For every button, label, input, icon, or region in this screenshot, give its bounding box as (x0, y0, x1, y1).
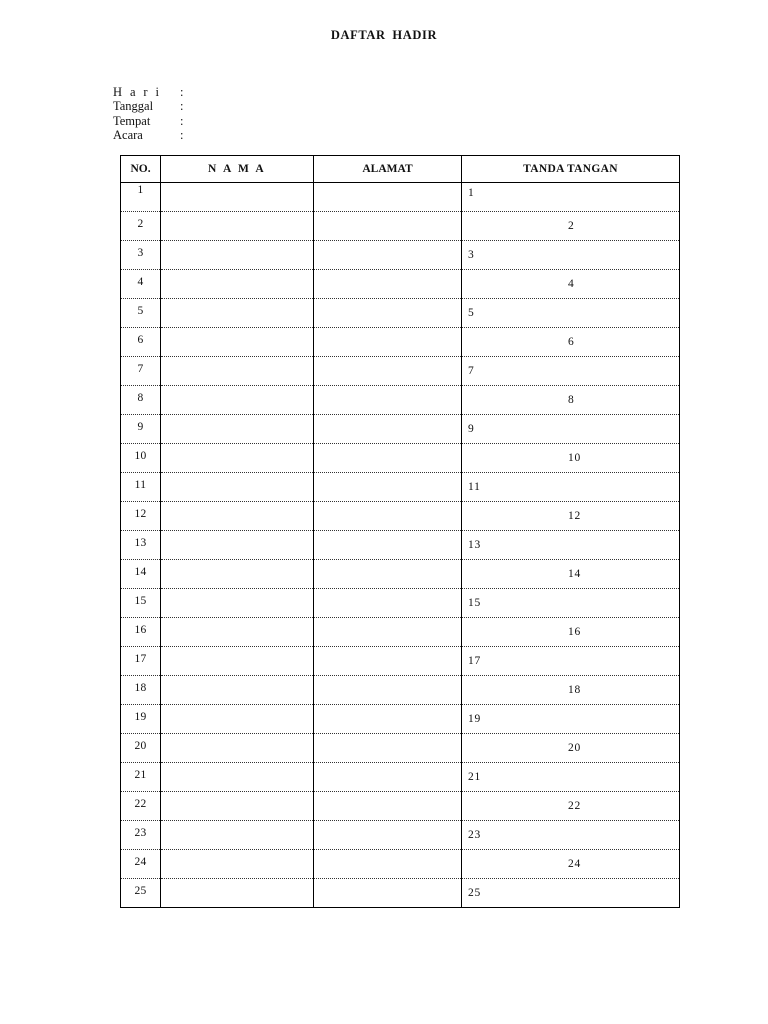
cell-alamat[interactable] (314, 386, 462, 415)
cell-alamat[interactable] (314, 821, 462, 850)
field-tanggal (113, 99, 310, 113)
row-number: 21 (134, 769, 147, 781)
cell-nama[interactable] (161, 386, 314, 415)
table-row (121, 270, 680, 299)
cell-tanda-tangan[interactable] (462, 734, 680, 763)
header-tanda-tangan: TANDA TANGAN (462, 156, 680, 183)
row-number: 5 (137, 305, 144, 317)
cell-tanda-tangan[interactable] (462, 676, 680, 705)
field-acara-label: Acara (113, 127, 143, 142)
cell-no (121, 560, 161, 589)
table-body (121, 183, 680, 908)
cell-tanda-tangan[interactable] (462, 560, 680, 589)
row-number: 6 (137, 334, 144, 346)
table-row (121, 705, 680, 734)
cell-tanda-tangan[interactable] (462, 879, 680, 908)
cell-alamat[interactable] (314, 879, 462, 908)
row-number: 13 (134, 537, 147, 549)
cell-alamat[interactable] (314, 647, 462, 676)
cell-no (121, 647, 161, 676)
field-hari-colon: : (180, 85, 184, 99)
field-tempat-label: Tempat (113, 113, 151, 128)
cell-alamat[interactable] (314, 241, 462, 270)
row-number: 20 (134, 740, 147, 752)
signature-number: 14 (568, 568, 582, 580)
signature-number: 2 (568, 220, 575, 232)
cell-nama[interactable] (161, 879, 314, 908)
row-number: 15 (134, 595, 147, 607)
table-row (121, 560, 680, 589)
row-number: 17 (134, 653, 147, 665)
cell-tanda-tangan[interactable] (462, 183, 680, 212)
table-row (121, 212, 680, 241)
cell-alamat[interactable] (314, 705, 462, 734)
cell-alamat[interactable] (314, 763, 462, 792)
cell-nama[interactable] (161, 415, 314, 444)
signature-number: 11 (468, 481, 481, 493)
signature-number: 6 (568, 336, 575, 348)
cell-tanda-tangan[interactable] (462, 444, 680, 473)
table-row (121, 821, 680, 850)
cell-alamat[interactable] (314, 734, 462, 763)
signature-number: 24 (568, 858, 582, 870)
cell-nama[interactable] (161, 502, 314, 531)
attendance-table (120, 155, 680, 908)
cell-no (121, 618, 161, 647)
cell-tanda-tangan[interactable] (462, 821, 680, 850)
signature-number: 22 (568, 800, 582, 812)
cell-no (121, 821, 161, 850)
table-row (121, 502, 680, 531)
cell-tanda-tangan[interactable] (462, 763, 680, 792)
row-number: 25 (134, 885, 147, 897)
cell-nama[interactable] (161, 734, 314, 763)
cell-alamat[interactable] (314, 589, 462, 618)
table-row (121, 183, 680, 212)
signature-number: 15 (468, 597, 482, 609)
table-row (121, 792, 680, 821)
cell-tanda-tangan[interactable] (462, 270, 680, 299)
cell-tanda-tangan[interactable] (462, 328, 680, 357)
signature-number: 3 (468, 249, 475, 261)
cell-no (121, 473, 161, 502)
field-hari (113, 85, 310, 99)
header-no: NO. (121, 156, 161, 183)
row-number: 23 (134, 827, 147, 839)
row-number: 1 (137, 184, 144, 196)
row-number: 11 (134, 479, 147, 491)
table-row (121, 415, 680, 444)
cell-tanda-tangan[interactable] (462, 502, 680, 531)
cell-alamat[interactable] (314, 415, 462, 444)
row-number: 9 (137, 421, 144, 433)
signature-number: 25 (468, 887, 482, 899)
table-row (121, 589, 680, 618)
signature-number: 1 (468, 187, 475, 199)
signature-number: 19 (468, 713, 482, 725)
field-acara (113, 128, 310, 142)
cell-nama[interactable] (161, 589, 314, 618)
cell-nama[interactable] (161, 705, 314, 734)
cell-alamat[interactable] (314, 299, 462, 328)
cell-nama[interactable] (161, 444, 314, 473)
signature-number: 12 (568, 510, 582, 522)
cell-no (121, 531, 161, 560)
signature-number: 7 (468, 365, 475, 377)
row-number: 8 (137, 392, 144, 404)
field-tempat (113, 114, 310, 128)
document-title: DAFTAR HADIR (330, 28, 438, 42)
table-row (121, 444, 680, 473)
cell-alamat[interactable] (314, 531, 462, 560)
cell-tanda-tangan[interactable] (462, 792, 680, 821)
cell-alamat[interactable] (314, 618, 462, 647)
cell-tanda-tangan[interactable] (462, 531, 680, 560)
header-alamat: ALAMAT (314, 156, 462, 183)
cell-nama[interactable] (161, 676, 314, 705)
signature-number: 18 (568, 684, 582, 696)
cell-no (121, 386, 161, 415)
signature-number: 17 (468, 655, 482, 667)
row-number: 14 (134, 566, 147, 578)
cell-alamat[interactable] (314, 270, 462, 299)
cell-nama[interactable] (161, 212, 314, 241)
cell-tanda-tangan[interactable] (462, 241, 680, 270)
cell-tanda-tangan[interactable] (462, 212, 680, 241)
signature-number: 13 (468, 539, 482, 551)
table-row (121, 618, 680, 647)
cell-no (121, 589, 161, 618)
row-number: 24 (134, 856, 147, 868)
cell-nama[interactable] (161, 270, 314, 299)
table-row (121, 328, 680, 357)
cell-alamat[interactable] (314, 850, 462, 879)
field-acara-colon: : (180, 127, 184, 142)
cell-alamat[interactable] (314, 792, 462, 821)
cell-nama[interactable] (161, 357, 314, 386)
cell-no (121, 879, 161, 908)
signature-number: 5 (468, 307, 475, 319)
signature-number: 20 (568, 742, 582, 754)
table-row (121, 734, 680, 763)
cell-no (121, 763, 161, 792)
cell-alamat[interactable] (314, 502, 462, 531)
cell-tanda-tangan[interactable] (462, 618, 680, 647)
signature-number: 21 (468, 771, 482, 783)
cell-tanda-tangan[interactable] (462, 589, 680, 618)
cell-nama[interactable] (161, 299, 314, 328)
row-number: 10 (134, 450, 147, 462)
cell-alamat[interactable] (314, 357, 462, 386)
row-number: 19 (134, 711, 147, 723)
signature-number: 8 (568, 394, 575, 406)
cell-tanda-tangan[interactable] (462, 850, 680, 879)
cell-tanda-tangan[interactable] (462, 705, 680, 734)
cell-nama[interactable] (161, 183, 314, 212)
table-row (121, 647, 680, 676)
cell-nama[interactable] (161, 850, 314, 879)
field-tempat-colon: : (180, 113, 184, 128)
cell-no (121, 502, 161, 531)
cell-alamat[interactable] (314, 560, 462, 589)
cell-no (121, 328, 161, 357)
cell-no (121, 357, 161, 386)
row-number: 7 (137, 363, 144, 375)
table-row (121, 241, 680, 270)
signature-number: 23 (468, 829, 482, 841)
table-row (121, 763, 680, 792)
row-number: 3 (137, 247, 144, 259)
row-number: 16 (134, 624, 147, 636)
row-number: 18 (134, 682, 147, 694)
cell-nama[interactable] (161, 647, 314, 676)
cell-tanda-tangan[interactable] (462, 473, 680, 502)
cell-nama[interactable] (161, 821, 314, 850)
cell-no (121, 705, 161, 734)
cell-no (121, 299, 161, 328)
event-info-block (113, 85, 310, 142)
field-tanggal-label: Tanggal (113, 99, 154, 114)
cell-no (121, 792, 161, 821)
cell-nama[interactable] (161, 763, 314, 792)
cell-no (121, 415, 161, 444)
cell-no (121, 850, 161, 879)
cell-tanda-tangan[interactable] (462, 415, 680, 444)
table-row (121, 879, 680, 908)
field-hari-label: H a r i (113, 85, 162, 99)
cell-tanda-tangan[interactable] (462, 647, 680, 676)
row-number: 12 (134, 508, 147, 520)
field-tanggal-colon: : (180, 99, 184, 114)
table-row (121, 531, 680, 560)
table-row (121, 357, 680, 386)
row-number: 22 (134, 798, 147, 810)
cell-tanda-tangan[interactable] (462, 357, 680, 386)
table-row (121, 676, 680, 705)
cell-no (121, 212, 161, 241)
cell-tanda-tangan[interactable] (462, 386, 680, 415)
cell-nama[interactable] (161, 618, 314, 647)
cell-alamat[interactable] (314, 676, 462, 705)
cell-nama[interactable] (161, 328, 314, 357)
cell-nama[interactable] (161, 560, 314, 589)
cell-alamat[interactable] (314, 212, 462, 241)
table-header-row (121, 156, 680, 183)
cell-no (121, 676, 161, 705)
cell-no (121, 183, 161, 212)
header-nama: N A M A (161, 156, 314, 183)
table-row (121, 299, 680, 328)
cell-alamat[interactable] (314, 473, 462, 502)
cell-nama[interactable] (161, 241, 314, 270)
table-row (121, 473, 680, 502)
cell-alamat[interactable] (314, 444, 462, 473)
table-row (121, 850, 680, 879)
row-number: 4 (137, 276, 144, 288)
table-row (121, 386, 680, 415)
signature-number: 9 (468, 423, 475, 435)
cell-no (121, 241, 161, 270)
cell-tanda-tangan[interactable] (462, 299, 680, 328)
cell-no (121, 734, 161, 763)
row-number: 2 (137, 218, 144, 230)
signature-number: 4 (568, 278, 575, 290)
cell-nama[interactable] (161, 473, 314, 502)
cell-no (121, 444, 161, 473)
cell-alamat[interactable] (314, 183, 462, 212)
cell-no (121, 270, 161, 299)
signature-number: 16 (568, 626, 582, 638)
signature-number: 10 (568, 452, 582, 464)
cell-nama[interactable] (161, 792, 314, 821)
cell-nama[interactable] (161, 531, 314, 560)
cell-alamat[interactable] (314, 328, 462, 357)
